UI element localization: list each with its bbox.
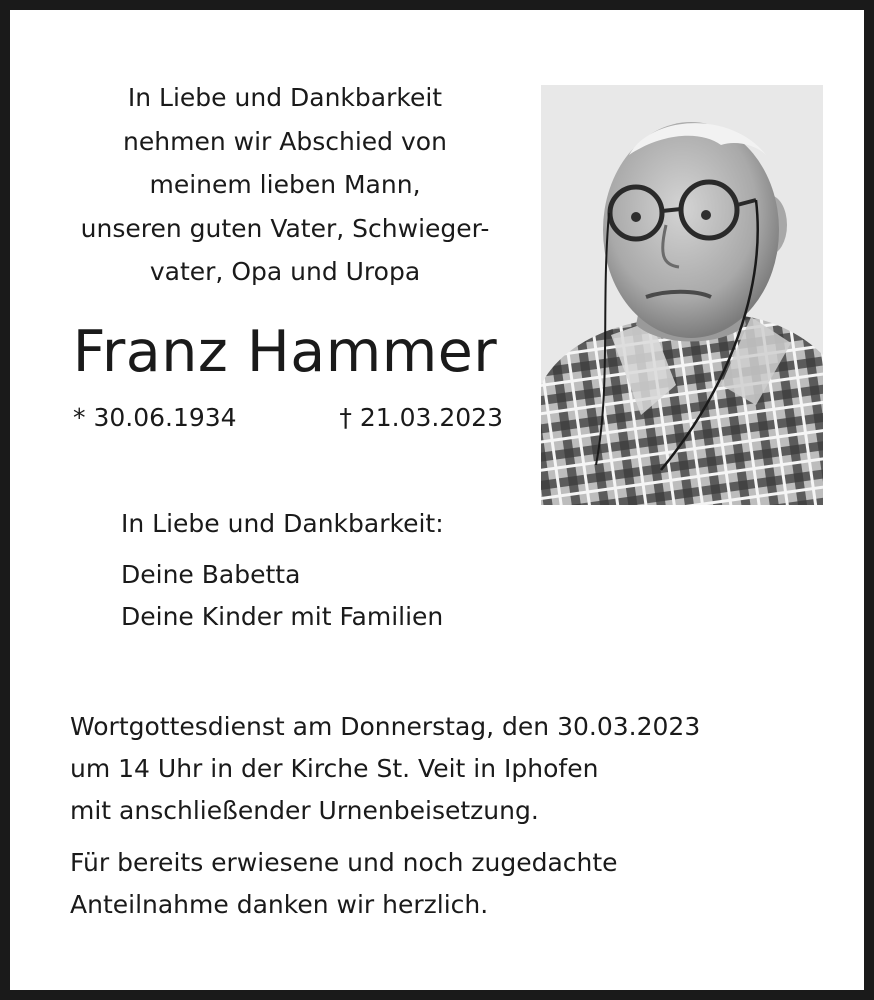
signoff-block xyxy=(121,502,521,638)
thanks-line: Für bereits erwiesene und noch zugedachte xyxy=(70,848,618,877)
intro-line: vater, Opa und Uropa xyxy=(149,257,421,286)
signer: Deine Babetta xyxy=(121,560,301,589)
intro-text xyxy=(60,76,510,294)
portrait-photo-icon xyxy=(541,85,823,505)
intro-line: unseren guten Vater, Schwieger- xyxy=(80,213,490,243)
deceased-name: Franz Hammer xyxy=(72,319,498,385)
signer: Deine Kinder mit Familien xyxy=(121,602,444,631)
thanks-line: Anteilnahme danken wir herzlich. xyxy=(70,890,489,919)
signers-list xyxy=(121,554,521,638)
service-info xyxy=(70,706,810,832)
intro-line: meinem lieben Mann, xyxy=(149,170,421,199)
intro-line: nehmen wir Abschied von xyxy=(123,126,447,156)
birth-date: * 30.06.1934 xyxy=(73,403,237,432)
death-date: † 21.03.2023 xyxy=(339,403,503,432)
portrait-photo xyxy=(541,85,823,505)
intro-line: In Liebe und Dankbarkeit xyxy=(127,83,443,112)
service-line: mit anschließender Urnenbeisetzung. xyxy=(70,796,539,825)
signoff-heading: In Liebe und Dankbarkeit: xyxy=(121,509,444,538)
service-line: Wortgottesdienst am Donnerstag, den 30.03.2023 xyxy=(70,712,701,741)
thanks-note xyxy=(70,842,810,926)
service-line: um 14 Uhr in der Kirche St. Veit in Iphofen xyxy=(70,754,599,783)
